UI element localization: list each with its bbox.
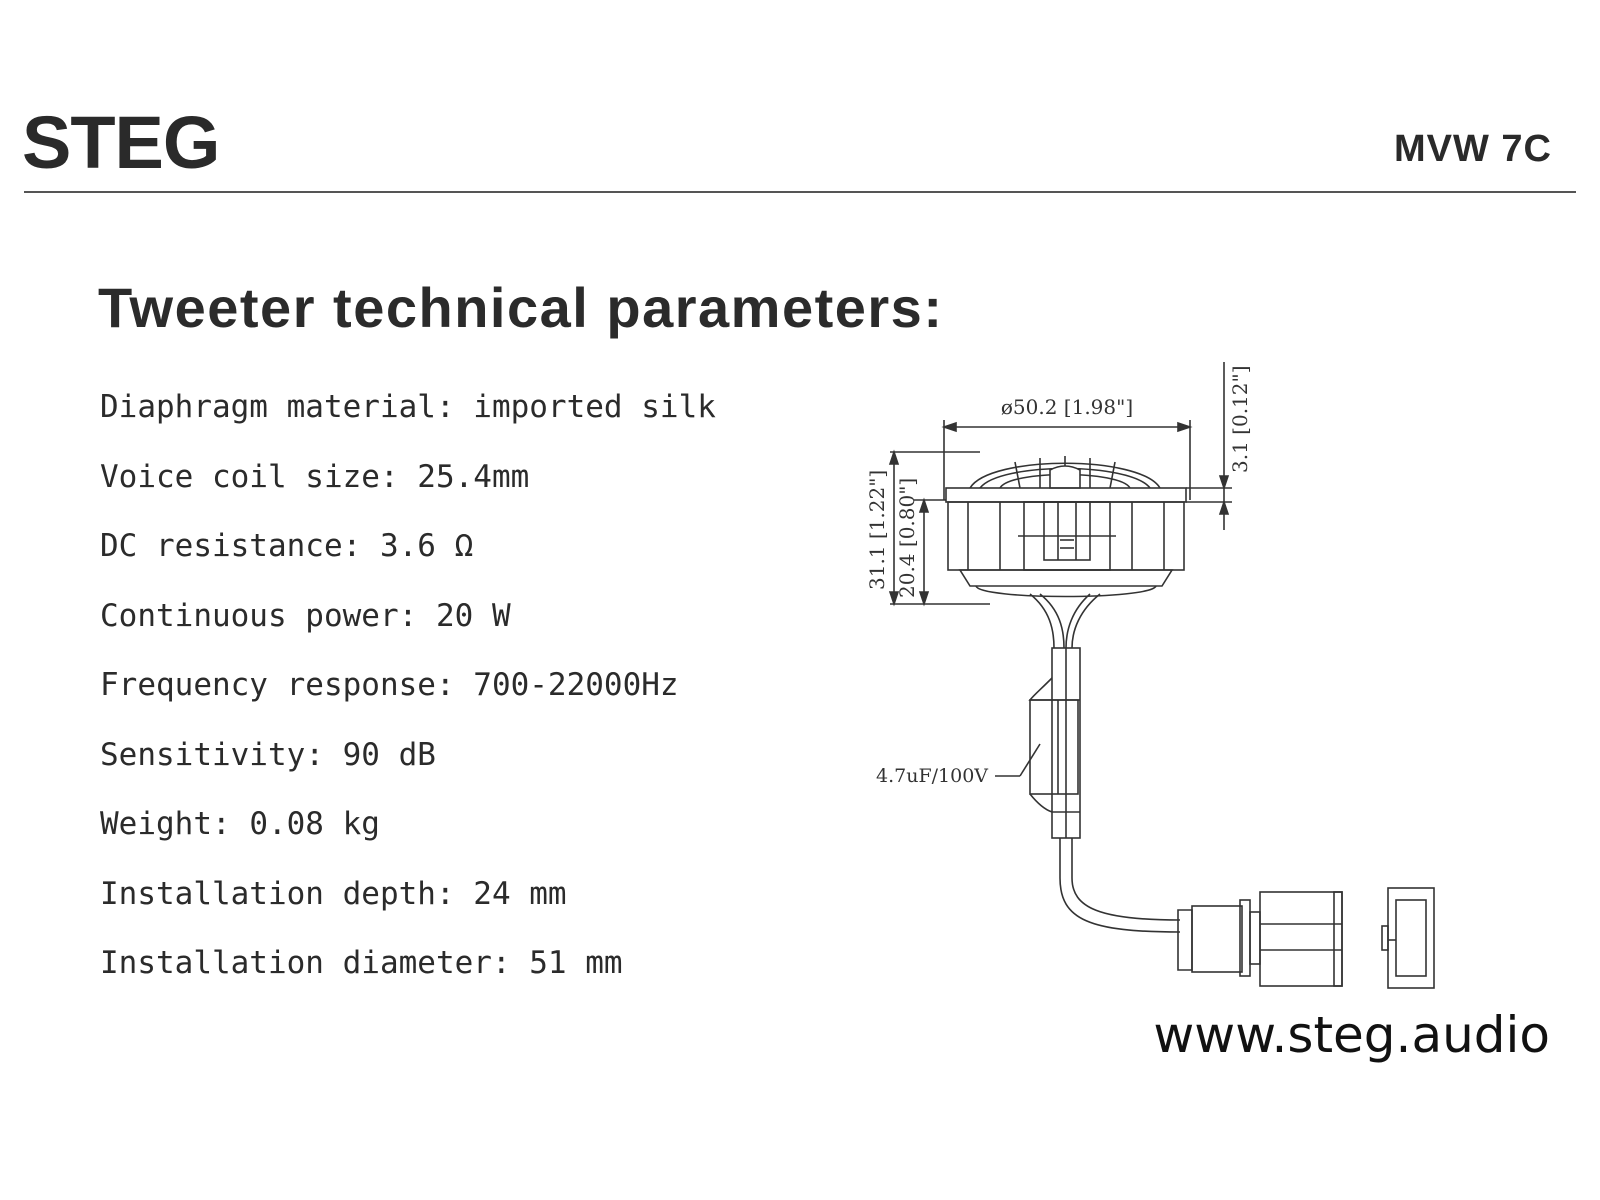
website-url: www.steg.audio [1153, 1006, 1550, 1064]
spec-label: Installation depth [100, 875, 436, 912]
spec-frequency-response: Frequency response: 700-22000Hz [100, 667, 679, 703]
total-height-label: 31.1 [1.22"] [865, 469, 889, 590]
spec-label: Voice coil size [100, 458, 380, 495]
spec-value: 20 W [435, 597, 511, 634]
spec-label: Diaphragm material [100, 389, 436, 425]
spec-installation-diameter: Installation diameter: 51 mm [100, 945, 623, 981]
spec-value: 51 mm [529, 945, 623, 981]
spec-dc-resistance: DC resistance: 3.6 Ω [100, 528, 474, 564]
tweeter-body [948, 502, 1184, 597]
spec-continuous-power: Continuous power: 20 W [100, 597, 511, 634]
spec-weight: Weight: 0.08 kg [100, 806, 380, 842]
tweeter-technical-drawing [860, 355, 1540, 1025]
spec-label: Installation diameter [100, 945, 492, 981]
spec-value: 700-22000Hz [473, 667, 679, 703]
page-title: Tweeter technical parameters: [98, 276, 944, 339]
brand-logo: STEG [22, 101, 220, 184]
spec-label: DC resistance [100, 528, 343, 564]
spec-voice-coil-size: Voice coil size: 25.4mm [100, 458, 530, 495]
connector-plug [1178, 892, 1342, 986]
spec-installation-depth: Installation depth: 24 mm [100, 875, 567, 912]
spec-value: imported silk [473, 389, 716, 425]
spec-sensitivity: Sensitivity: 90 dB [100, 736, 436, 773]
tweeter-dome [970, 456, 1160, 488]
spec-label: Weight [100, 806, 212, 842]
spec-label: Sensitivity [100, 736, 306, 773]
body-height-label: 20.4 [0.80"] [895, 477, 919, 598]
spec-value: 24 mm [473, 875, 567, 912]
capacitor-housing [995, 648, 1080, 838]
spec-value: 0.08 kg [249, 806, 380, 842]
spec-label: Frequency response [100, 667, 436, 703]
spec-label: Continuous power [100, 597, 399, 634]
spec-value: 3.6 Ω [379, 528, 474, 564]
spec-value: 90 dB [342, 736, 436, 773]
connector-cable [1060, 838, 1180, 932]
spec-value: 25.4mm [417, 458, 530, 495]
header-divider [24, 191, 1576, 193]
flange-dimension [1186, 362, 1232, 530]
spec-diaphragm-material: Diaphragm material: imported silk [100, 389, 716, 425]
capacitor-label: 4.7uF/100V [876, 765, 989, 787]
model-name: MVW 7C [1394, 128, 1552, 170]
flange-label: 3.1 [0.12"] [1228, 365, 1252, 473]
diameter-label: ø50.2 [1.98"] [1000, 395, 1134, 419]
spec-list [100, 390, 716, 1016]
tweeter-cable [1030, 594, 1100, 648]
connector-end-view [1382, 888, 1434, 988]
tweeter-flange [946, 488, 1186, 502]
